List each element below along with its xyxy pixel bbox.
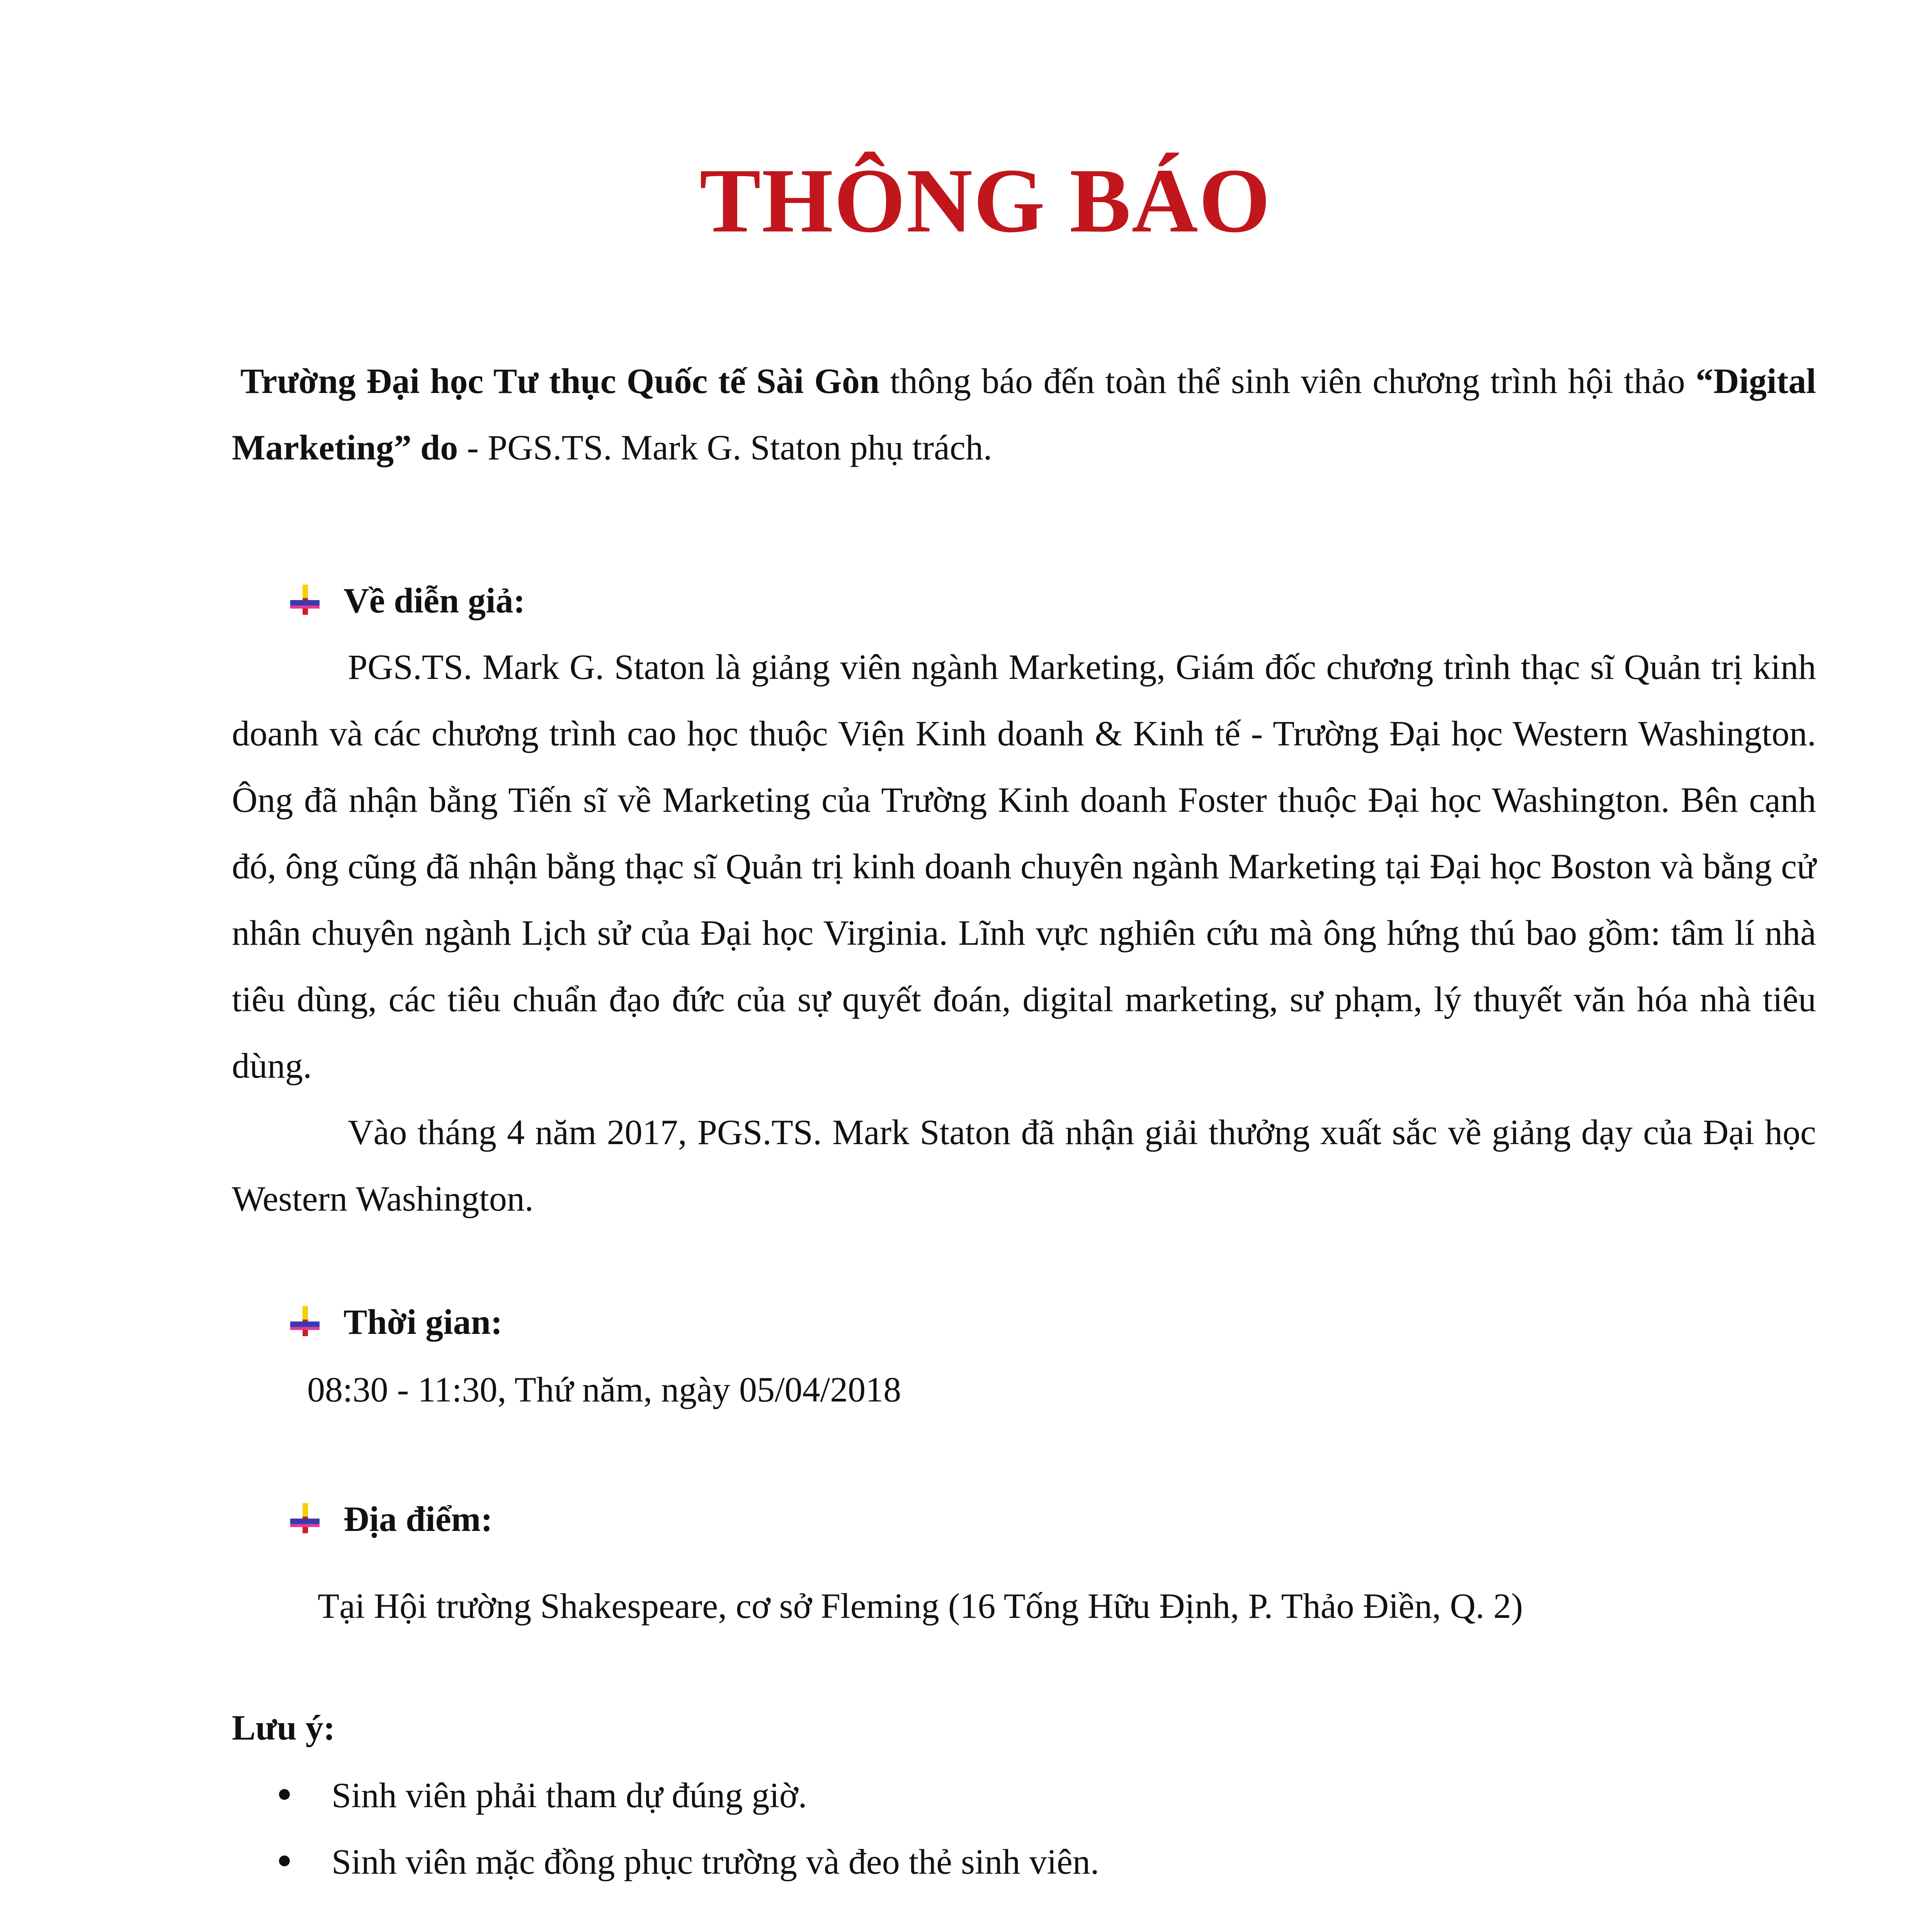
- cross-bullet-icon: [288, 1304, 321, 1338]
- list-item: [232, 1828, 1816, 1895]
- time-heading: Thời gian:: [344, 1302, 503, 1342]
- speaker-heading: Về diễn giả:: [344, 581, 526, 620]
- cross-bullet-icon: [288, 1502, 321, 1535]
- notes-list: [232, 1762, 1816, 1895]
- list-item: [232, 1762, 1816, 1828]
- notice-title: THÔNG BÁO: [699, 150, 1271, 252]
- org-name: Trường Đại học Tư thục Quốc tế Sài Gòn: [240, 361, 880, 401]
- speaker-bio-paragraph: PGS.TS. Mark G. Staton là giảng viên ngành Marketing, Giám đốc chương trình thạc sĩ Quản trị kinh doanh và các chương trình cao học thuộc Viện Kinh doanh & Kinh tế - Trường Đại học Western Washington. Ông đã nhận bằng Tiến sĩ về Marketing của Trường Kinh doanh Foster thuộc Đại học Washington. Bên cạnh đó, ông cũng đã nhận bằng thạc sĩ Quản trị kinh doanh chuyên ngành Marketing tại Đại học Boston và bằng cử nhân chuyên ngành Lịch sử của Đại học Virginia. Lĩnh vực nghiên cứu mà ông hứng thú bao gồm: tâm lí nhà tiêu dùng, các tiêu chuẩn đạo đức của sự quyết đoán, digital marketing, sư phạm, lý thuyết văn hóa nhà tiêu dùng.: [232, 647, 1816, 1085]
- intro-text: thông báo đến toàn thể sinh viên chương trình hội thảo: [879, 361, 1696, 401]
- speaker-body: [232, 634, 1816, 1232]
- speaker-heading-row: [288, 567, 525, 634]
- intro-paragraph: [232, 348, 1816, 481]
- dot-bullet-icon: [279, 1855, 290, 1866]
- location-heading: Địa điểm:: [344, 1499, 493, 1539]
- note-item-text: Sinh viên phải tham dự đúng giờ.: [332, 1776, 807, 1815]
- speaker-award-paragraph: Vào tháng 4 năm 2017, PGS.TS. Mark Staton đã nhận giải thưởng xuất sắc về giảng dạy của Đại học Western Washington.: [232, 1112, 1816, 1218]
- event-name: “Digital Marketing” do: [232, 361, 1816, 467]
- notes-heading: Lưu ý:: [232, 1708, 335, 1747]
- intro-end-text: - PGS.TS. Mark G. Staton phụ trách.: [458, 428, 992, 467]
- dot-bullet-icon: [279, 1789, 290, 1800]
- note-item-text: Sinh viên mặc đồng phục trường và đeo thẻ sinh viên.: [332, 1842, 1099, 1881]
- time-heading-row: [288, 1289, 502, 1355]
- time-value: 08:30 - 11:30, Thứ năm, ngày 05/04/2018: [307, 1370, 901, 1409]
- location-value: Tại Hội trường Shakespeare, cơ sở Fleming (16 Tống Hữu Định, P. Thảo Điền, Q. 2): [318, 1586, 1523, 1626]
- cross-bullet-icon: [288, 583, 321, 616]
- location-heading-row: [288, 1486, 493, 1552]
